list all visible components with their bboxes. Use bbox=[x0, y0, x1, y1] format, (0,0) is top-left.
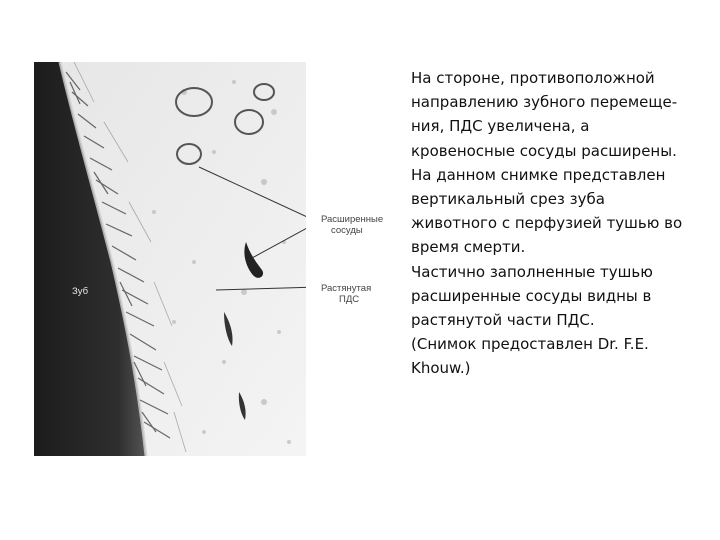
caption-credit: (Снимок предоставлен Dr. F.E. Khouw.) bbox=[411, 335, 649, 378]
micrograph-image bbox=[34, 62, 306, 456]
caption-text bbox=[411, 66, 691, 381]
histology-micrograph bbox=[34, 62, 306, 456]
caption-paragraph: На данном снимке представлен вертикальный срез зуба животного с перфузией тушью во время смерти. bbox=[411, 165, 683, 257]
caption-paragraph: На стороне, противоположной направлению зубного перемеще-ния, ПДС увеличена, а кровеносные сосуды расширены. bbox=[411, 69, 678, 160]
caption-paragraph: Частично заполненные тушью расширенные сосуды видны в растянутой части ПДС. bbox=[411, 262, 653, 330]
label-dilated-vessels: Расширенные сосуды bbox=[321, 214, 384, 236]
label-stretched-pdl: Растянутая ПДС bbox=[321, 283, 372, 305]
label-tooth: Зуб bbox=[72, 286, 89, 297]
